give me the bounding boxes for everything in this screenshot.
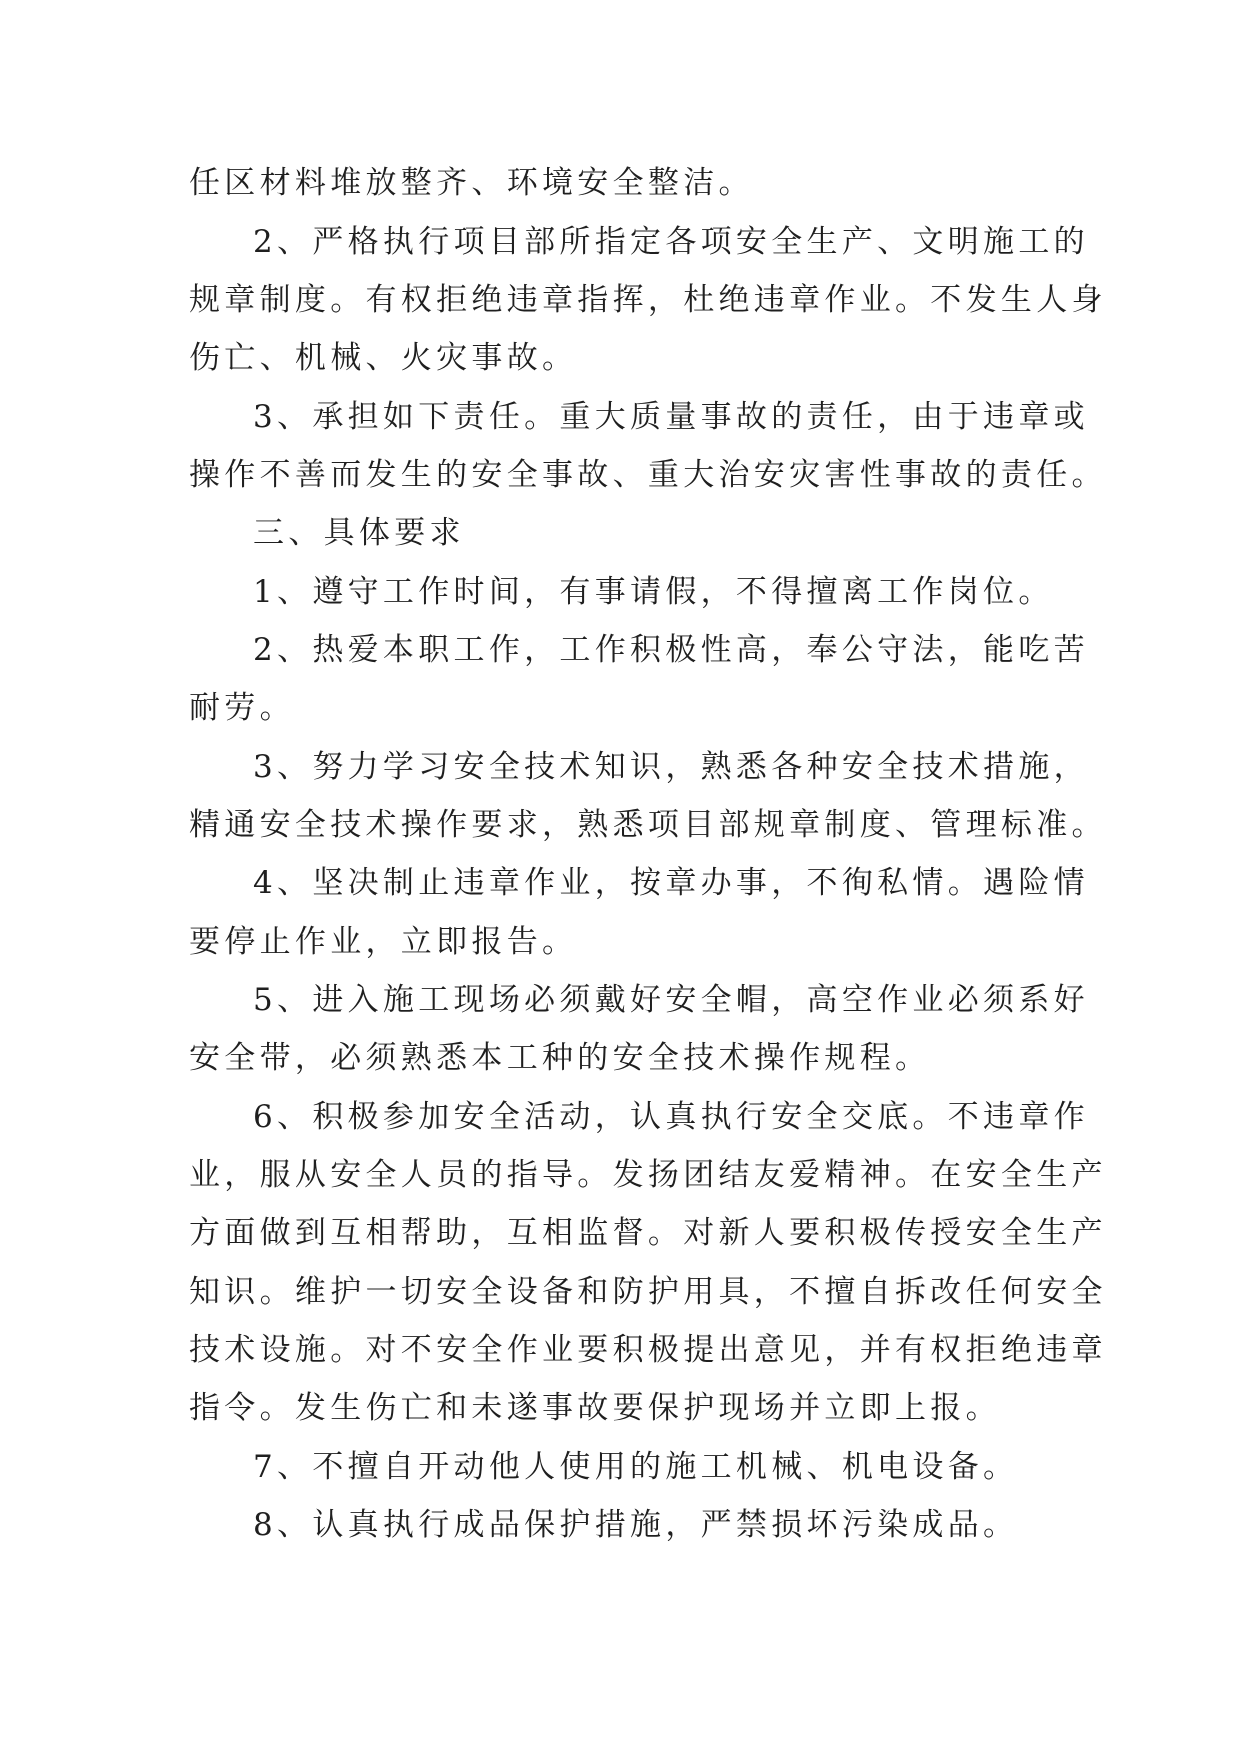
text-line: 3、努力学习安全技术知识，熟悉各种安全技术措施， (253, 749, 1089, 785)
text-line: 任区材料堆放整齐、环境安全整洁。 (189, 165, 754, 201)
text-line: 8、认真执行成品保护措施，严禁损坏污染成品。 (253, 1507, 1019, 1543)
text-line: 2、热爱本职工作，工作积极性高，奉公守法，能吃苦 (253, 632, 1089, 668)
text-line: 操作不善而发生的安全事故、重大治安灾害性事故的责任。 (189, 457, 1107, 493)
text-line: 7、不擅自开动他人使用的施工机械、机电设备。 (253, 1449, 1019, 1485)
text-line: 知识。维护一切安全设备和防护用具，不擅自拆改任何安全 (189, 1274, 1107, 1310)
text-line: 5、进入施工现场必须戴好安全帽，高空作业必须系好 (253, 982, 1089, 1018)
text-line: 1、遵守工作时间，有事请假，不得擅离工作岗位。 (253, 574, 1054, 610)
section-heading: 三、具体要求 (253, 515, 465, 551)
text-line: 6、积极参加安全活动，认真执行安全交底。不违章作 (253, 1099, 1089, 1135)
text-line: 精通安全技术操作要求，熟悉项目部规章制度、管理标准。 (189, 807, 1107, 843)
text-line: 3、承担如下责任。重大质量事故的责任，由于违章或 (253, 399, 1089, 435)
text-line: 安全带，必须熟悉本工种的安全技术操作规程。 (189, 1040, 931, 1076)
text-line: 指令。发生伤亡和未遂事故要保护现场并立即上报。 (189, 1390, 1001, 1426)
text-line: 规章制度。有权拒绝违章指挥，杜绝违章作业。不发生人身 (189, 282, 1107, 318)
text-line: 要停止作业，立即报告。 (189, 924, 578, 960)
text-line: 4、坚决制止违章作业，按章办事，不徇私情。遇险情 (253, 865, 1089, 901)
text-line: 2、严格执行项目部所指定各项安全生产、文明施工的 (253, 224, 1089, 260)
text-line: 方面做到互相帮助，互相监督。对新人要积极传授安全生产 (189, 1215, 1107, 1251)
text-line: 耐劳。 (189, 690, 295, 726)
text-line: 业，服从安全人员的指导。发扬团结友爱精神。在安全生产 (189, 1157, 1107, 1193)
text-line: 伤亡、机械、火灾事故。 (189, 340, 578, 376)
text-line: 技术设施。对不安全作业要积极提出意见，并有权拒绝违章 (189, 1332, 1107, 1368)
